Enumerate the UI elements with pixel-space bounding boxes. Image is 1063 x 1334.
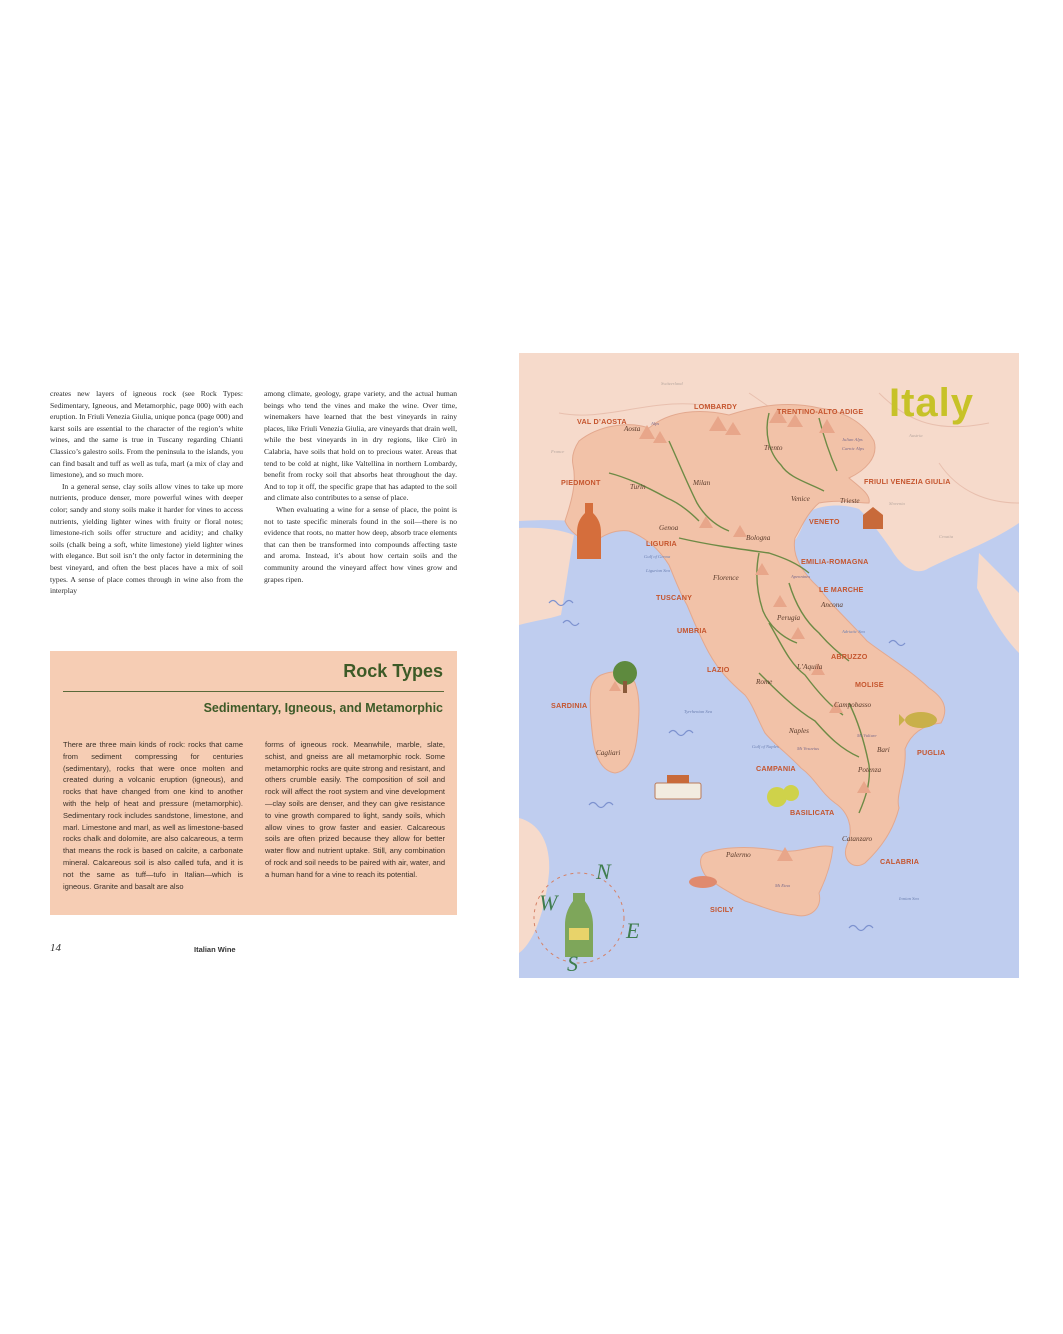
city-label: Ancona: [821, 601, 843, 609]
city-label: Trieste: [840, 497, 860, 505]
region-label: BASILICATA: [790, 808, 835, 817]
region-label: FRIULI VENEZIA GIULIA: [864, 477, 951, 486]
feature-label: Mt Etna: [775, 883, 790, 888]
feature-label: Julian Alps: [842, 437, 863, 442]
city-label: Bari: [877, 746, 890, 754]
sea-label: Ligurian Sea: [646, 568, 670, 573]
feature-label: Alps: [651, 421, 660, 426]
region-label: LE MARCHE: [819, 585, 864, 594]
prawn-icon: [689, 876, 717, 888]
neighbor-label: France: [551, 449, 565, 454]
rock-types-sidebar: [50, 651, 457, 915]
sidebar-paragraph: There are three main kinds of rock: rocks that came from sediment compressing for centuries (sedimentary), rocks that were once molten and created during a volcanic eruption (igneous), and rocks that have changed from one kind to another with the help of heat and pressure (metamorphic). Sedimentary rock includes sandstone, limestone, and marl. Limestone and marl, as well as limestone-based rocks chalk and dolomite, are also calcareous, a term that means the rock is based on calcite, a carbonate mineral. Calcareous soil is also called tufa, and it is not the same as tuff—tufo in Italian—which is igneous. Granite and basalt are also: [63, 740, 243, 891]
region-label: VAL D’AOSTA: [577, 417, 627, 426]
city-label: Milan: [693, 479, 711, 487]
body-column-2: [264, 388, 457, 585]
paragraph: among climate, geology, grape variety, and the actual human beings who tend the vines and make the wine. Over time, winemakers have learned that the best vineyards in rainy places, like Friuli Venezia Giulia, are vineyards that drain well, while the best vineyards in in dry regions, like Cirò in Calabria, have soils that hold on to precious water. Areas that tend to be cold at night, like Valtellina in northern Lombardy, benefit from rocky soil that absorbs heat throughout the day. And to top it off, the specific grape that has adapted to the soil and climate also contributes to a sense of place.: [264, 389, 457, 503]
ferry-icon: [655, 783, 701, 799]
paragraph: When evaluating a wine for a sense of place, the point is not to taste specific minerals found in the soil—there is no evidence that roots, no matter how deep, absorb trace elements that can then be transformed into compounds affecting taste and aroma. Instead, it’s about how certain soils and the community around the vineyard affect how vines grow and grapes ripen.: [264, 504, 457, 584]
city-label: L’Aquila: [797, 663, 823, 671]
region-label: CAMPANIA: [756, 764, 796, 773]
region-label: UMBRIA: [677, 626, 707, 635]
neighbor-label: Slovenia: [889, 501, 905, 506]
region-label: MOLISE: [855, 680, 884, 689]
neighbor-label: Austria: [909, 433, 923, 438]
feature-label: Carnic Alps: [842, 446, 864, 451]
city-label: Cagliari: [596, 749, 621, 757]
italy-map: [519, 353, 1019, 978]
sidebar-column-1: [63, 739, 243, 892]
city-label: Campobasso: [834, 701, 872, 709]
region-label: EMILIA-ROMAGNA: [801, 557, 869, 566]
compass-east: E: [626, 918, 640, 943]
paragraph: In a general sense, clay soils allow vines to take up more nutrients, produce denser, more powerful wines with deeper color; sandy and stony soils make it harder for vines to access nutrients, yielding lighter wines with fruity or floral notes; limestone-rich soils offer structure and acidity; and chalky soils (chalk being a soft, white limestone) yield lighter wines with elegance. But soil isn’t the only factor in determining the best vineyard, and often the best places have a mix of soil types. A sense of place comes through in wine also from the interplay: [50, 481, 243, 596]
region-label: TUSCANY: [656, 593, 693, 602]
region-label: SICILY: [710, 905, 734, 914]
region-label: PUGLIA: [917, 748, 946, 757]
sea-label: Gulf of Genoa: [644, 554, 671, 559]
sea-label: Tyrrhenian Sea: [684, 709, 713, 714]
feature-label: Mt Vesuvius: [797, 746, 820, 751]
fish-icon: [905, 712, 937, 728]
sea-label: Gulf of Naples: [752, 744, 779, 749]
city-label: Aosta: [624, 425, 641, 433]
sidebar-column-2: [265, 739, 445, 881]
city-label: Genoa: [659, 524, 679, 532]
sea-label: Adriatic Sea: [842, 629, 865, 634]
city-label: Palermo: [726, 851, 751, 859]
region-label: PIEDMONT: [561, 478, 601, 487]
paragraph: creates new layers of igneous rock (see Rock Types: Sedimentary, Igneous, and Metamorphic, page 000) with each eruption. In Friuli Venezia Giulia, unique ponca (page 000) and karst soils are essential to the character of the region’s white wines, and the same is true in Tuscany regarding Chianti Classico’s galestro soils. From the peninsula to the islands, you can find basalt and tuff as well as tufa, marl (a mix of clay and limestone), and so much more.: [50, 389, 243, 480]
compass-south: S: [567, 951, 578, 976]
city-label: Turin: [630, 483, 646, 491]
sea-label: Ionian Sea: [899, 896, 919, 901]
sidebar-title: Rock Types: [343, 661, 443, 681]
region-label: ABRUZZO: [831, 652, 868, 661]
region-label: LOMBARDY: [694, 402, 738, 411]
city-label: Venice: [791, 495, 810, 503]
map-title: Italy: [889, 381, 975, 425]
city-label: Naples: [789, 727, 809, 735]
compass-north: N: [596, 859, 611, 884]
city-label: Rome: [756, 678, 773, 686]
feature-label: Mt Vulture: [857, 733, 877, 738]
feature-label: Apennines: [791, 574, 811, 579]
body-column-1: [50, 388, 243, 597]
region-label: LAZIO: [707, 665, 730, 674]
page-number: 14: [50, 942, 61, 954]
sidebar-paragraph: forms of igneous rock. Meanwhile, marble, slate, schist, and gneiss are all metamorphic rock. Some metamorphic rocks are quite strong and resistant, and others crumble easily. The composition of soil and rock will affect the root system and vine development—clay soils are denser, and they can give resistance to vine growth compared to light, sandy soils, which allow vines to grow faster and easier. Calcareous soils are often prized because they allow for better water flow and nutrient uptake. Still, any combination of rock and soil needs to be paired with air, water, and a human hand for a vine to reach its potential.: [265, 740, 445, 879]
city-label: Trento: [764, 444, 783, 452]
sidebar-divider: [63, 691, 444, 692]
italy-map-illustration: [519, 353, 1019, 978]
sidebar-subtitle: Sedimentary, Igneous, and Metamorphic: [203, 701, 443, 715]
neighbor-label: Switzerland: [661, 381, 683, 386]
city-label: Bologna: [746, 534, 771, 542]
city-label: Perugia: [777, 614, 801, 622]
region-label: CALABRIA: [880, 857, 920, 866]
region-label: VENETO: [809, 517, 840, 526]
city-label: Catanzaro: [842, 835, 873, 843]
city-label: Potenza: [858, 766, 882, 774]
neighbor-label: Croatia: [939, 534, 954, 539]
compass-west: W: [539, 890, 558, 915]
region-label: TRENTINO-ALTO ADIGE: [777, 407, 864, 416]
running-head: Italian Wine: [194, 945, 236, 954]
city-label: Florence: [713, 574, 739, 582]
region-label: SARDINIA: [551, 701, 588, 710]
region-label: LIGURIA: [646, 539, 677, 548]
